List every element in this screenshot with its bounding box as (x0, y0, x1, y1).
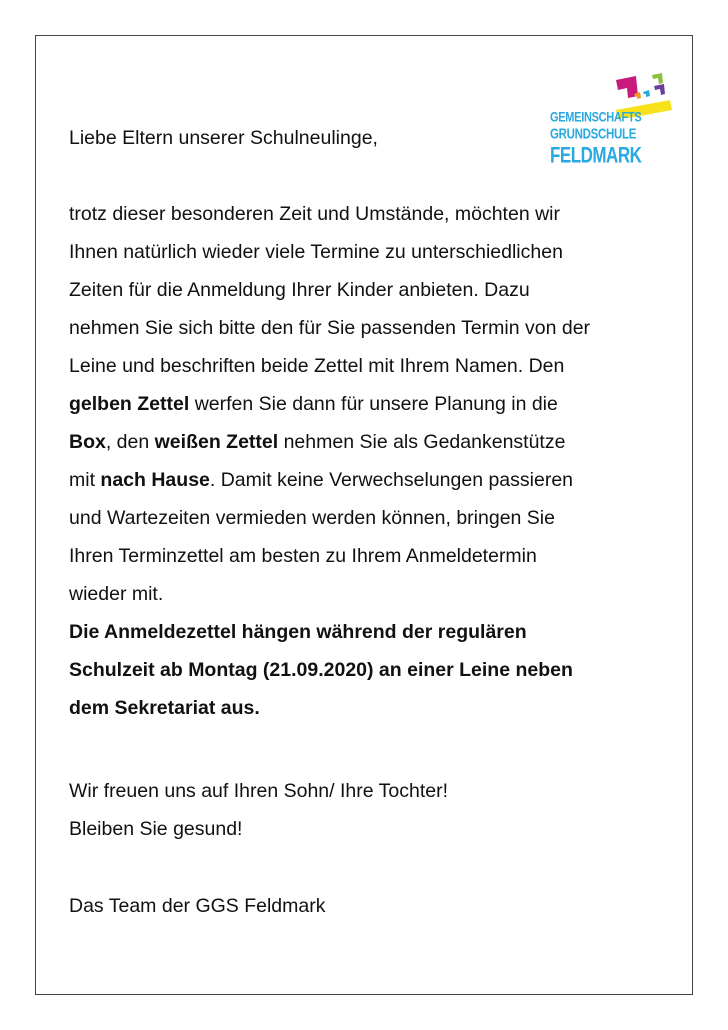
letter-body-line (69, 613, 590, 651)
bold-text: gelben Zettel (69, 393, 190, 415)
text-segment: trotz dieser besonderen Zeit und Umstände, möchten wir (69, 203, 560, 225)
letter-body-line (69, 499, 590, 537)
letter-body-line (69, 423, 590, 461)
letter-body-line (69, 309, 590, 347)
letter-signature: Das Team der GGS Feldmark (69, 895, 326, 917)
logo-line-2: GRUNDSCHULE (550, 127, 637, 142)
letter-body-line (69, 195, 590, 233)
letter-body-line (69, 271, 590, 309)
logo-purple-shape (654, 84, 665, 95)
text-segment: Ihnen natürlich wieder viele Termine zu unterschiedlichen (69, 241, 563, 263)
letter-salutation: Liebe Eltern unserer Schulneulinge, (69, 127, 378, 149)
letter-closing-1: Wir freuen uns auf Ihren Sohn/ Ihre Tochter! (69, 780, 449, 802)
text-segment: nehmen Sie sich bitte den für Sie passenden Termin von der (69, 317, 591, 339)
letter-body-line (69, 689, 590, 727)
bold-text: Die Anmeldezettel hängen während der regulären (69, 621, 527, 643)
bold-text: Box (69, 431, 106, 453)
letter-body (69, 195, 590, 727)
bold-text: weißen Zettel (154, 431, 279, 453)
letter-body-line (69, 347, 590, 385)
letter-closing-2: Bleiben Sie gesund! (69, 818, 243, 840)
bold-text: Schulzeit ab Montag (21.09.2020) an einer Leine neben (69, 659, 573, 681)
school-logo (548, 72, 674, 172)
bold-text: nach Hause (100, 469, 210, 491)
logo-line-1: GEMEINSCHAFTS (550, 110, 642, 125)
letter-body-line (69, 233, 590, 271)
logo-line-3: FELDMARK (550, 143, 642, 168)
text-segment: mit (69, 469, 101, 491)
bold-text: dem Sekretariat aus. (69, 697, 260, 719)
text-segment: nehmen Sie als Gedankenstütze (278, 431, 566, 453)
letter-body-line (69, 385, 590, 423)
text-segment: wieder mit. (69, 583, 164, 605)
letter-body-line (69, 461, 590, 499)
text-segment: werfen Sie dann für unsere Planung in die (189, 393, 558, 415)
text-segment: . Damit keine Verwechselungen passieren (209, 469, 574, 491)
letter-body-line (69, 575, 590, 613)
logo-blue-shape (643, 90, 650, 97)
text-segment: und Wartezeiten vermieden werden können, bringen Sie (69, 507, 555, 529)
text-segment: Leine und beschriften beide Zettel mit Ihrem Namen. Den (69, 355, 565, 377)
letter-body-line (69, 651, 590, 689)
text-segment: , den (105, 431, 155, 453)
logo-green-shape (652, 73, 663, 84)
letter-body-line (69, 537, 590, 575)
text-segment: Zeiten für die Anmeldung Ihrer Kinder anbieten. Dazu (69, 279, 530, 301)
text-segment: Ihren Terminzettel am besten zu Ihrem Anmeldetermin (69, 545, 537, 567)
